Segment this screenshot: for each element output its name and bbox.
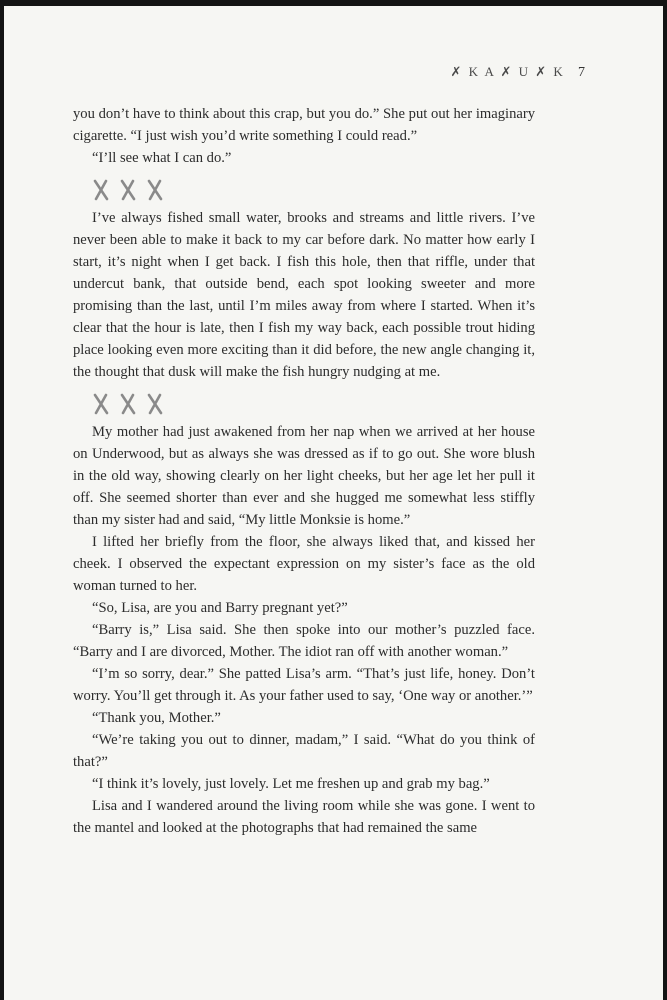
body-text xyxy=(73,103,535,839)
paragraph: “I’m so sorry, dear.” She patted Lisa’s arm. “That’s just life, honey. Don’t worry. You’ll get through it. As your father used to say, ‘One way or another.’” xyxy=(73,666,535,704)
paragraph: you don’t have to think about this crap, but you do.” She put out her imaginary cigarette. “I just wish you’d write something I could read.” xyxy=(73,106,535,144)
section-break-x-marks-icon xyxy=(92,177,170,203)
paragraph: My mother had just awakened from her nap when we arrived at her house on Underwood, but as always she was dressed as if to go out. She wore blush in the old way, showing clearly on her light cheeks, but her age let her pull it off. She seemed shorter than ever and she hugged me somewhat less stiffly than my sister had and said, “My little Monksie is home.” xyxy=(73,424,535,528)
paragraph: “Barry is,” Lisa said. She then spoke into our mother’s puzzled face. “Barry and I are divorced, Mother. The idiot ran off with another woman.” xyxy=(73,622,535,660)
section-break xyxy=(92,387,535,421)
book-page xyxy=(4,6,663,1000)
paragraph: I’ve always fished small water, brooks and streams and little rivers. I’ve never been able to make it back to my car before dark. No matter how early I start, it’s night when I get back. I fish this hole, then that riffle, under that undercut bank, that outside bend, each spot looking sweeter and more promising than the last, until I’m miles away from where I started. When it’s clear that the hour is late, then I fish my way back, each possible trout hiding place looking even more exciting than it did before, the new angle changing it, the thought that dusk will make the fish hungry nudging at me. xyxy=(73,210,535,380)
paragraph: “I think it’s lovely, just lovely. Let me freshen up and grab my bag.” xyxy=(92,776,490,792)
section-break-x-marks-icon xyxy=(92,391,170,417)
running-head-title: ✗ K A ✗ U ✗ K xyxy=(450,64,565,79)
paragraph: Lisa and I wandered around the living room while she was gone. I went to the mantel and looked at the photographs that had remained the same xyxy=(73,798,535,836)
paragraph: I lifted her briefly from the floor, she always liked that, and kissed her cheek. I observed the expectant expression on my sister’s face as the old woman turned to her. xyxy=(73,534,535,594)
running-head xyxy=(450,64,585,81)
paragraph: “Thank you, Mother.” xyxy=(92,710,221,726)
paragraph: “I’ll see what I can do.” xyxy=(92,150,232,166)
page-number: 7 xyxy=(578,65,585,80)
section-break xyxy=(92,173,535,207)
paragraph: “So, Lisa, are you and Barry pregnant yet?” xyxy=(92,600,348,616)
paragraph: “We’re taking you out to dinner, madam,” I said. “What do you think of that?” xyxy=(73,732,535,770)
